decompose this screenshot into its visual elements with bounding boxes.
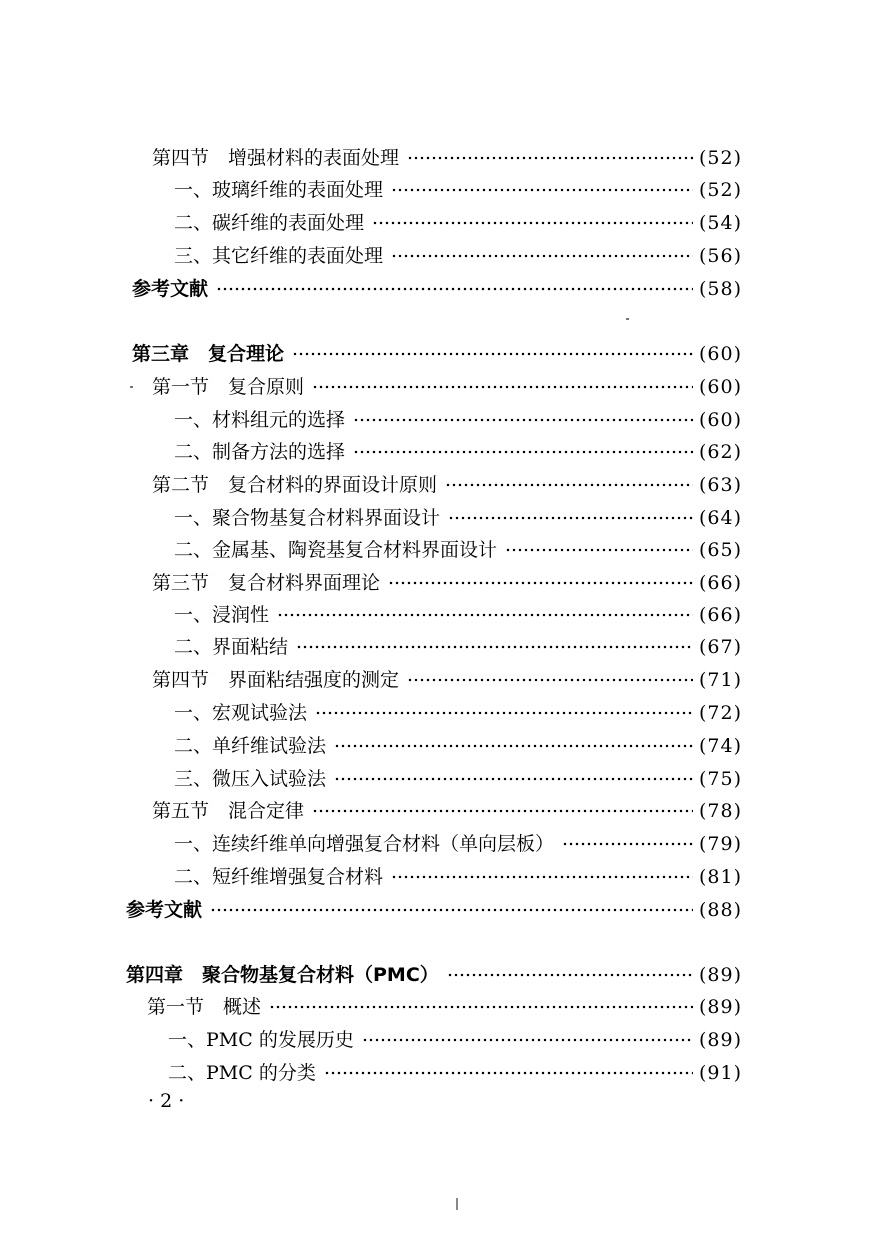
toc-entry-page: (89): [698, 1029, 742, 1051]
toc-entry: [174, 174, 742, 206]
toc-entry: [174, 436, 742, 468]
toc-entry-title: 一、PMC 的发展历史: [168, 1029, 354, 1051]
toc-entry: [152, 567, 742, 599]
dot-leader: [269, 991, 693, 1023]
dot-leader: [216, 273, 693, 305]
toc-entry-page: (54): [698, 212, 742, 234]
dot-leader: [372, 207, 693, 239]
toc-entry-chapter: [132, 338, 742, 370]
toc-entry-title: 第五节 混合定律: [152, 800, 305, 822]
toc-entry: [174, 828, 742, 860]
toc-entry-title: 二、碳纤维的表面处理: [174, 212, 365, 234]
toc-entry: [174, 534, 742, 566]
toc-entry-page: (66): [698, 604, 742, 626]
toc-entry-page: (74): [698, 735, 742, 757]
toc-entry-page: (52): [698, 147, 742, 169]
toc-entry-page: (72): [698, 702, 742, 724]
scan-mark: [456, 1198, 458, 1210]
dot-leader: [324, 1057, 693, 1089]
toc-entry: [152, 469, 742, 501]
dot-leader: [353, 436, 693, 468]
dot-leader: [296, 631, 693, 663]
toc-entry-page: (58): [698, 278, 742, 300]
toc-entry: [174, 404, 742, 436]
toc-entry: [152, 664, 742, 696]
toc-entry-page: (67): [698, 636, 742, 658]
toc-entry-page: (91): [698, 1062, 742, 1084]
toc-entry: [174, 240, 742, 272]
toc-entry-chapter: [126, 959, 742, 991]
toc-entry-page: (56): [698, 245, 742, 267]
toc-entry-title: 第四节 增强材料的表面处理: [152, 147, 400, 169]
dot-leader: [391, 240, 693, 272]
dot-leader: [448, 502, 693, 534]
toc-entry-title: 二、界面粘结: [174, 636, 289, 658]
toc-entry-page: (79): [698, 833, 742, 855]
toc-entry-page: (60): [698, 376, 742, 398]
toc-entry-title: 一、聚合物基复合材料界面设计: [174, 507, 441, 529]
toc-entry-title: 第三节 复合材料界面理论: [152, 572, 381, 594]
toc-entry-references: [132, 273, 742, 305]
toc-entry-page: (71): [698, 669, 742, 691]
toc-entry-page: (62): [698, 441, 742, 463]
toc-entry: [174, 631, 742, 663]
toc-entry-page: (52): [698, 179, 742, 201]
toc-entry: [174, 599, 742, 631]
toc-entry-title: 参考文献: [126, 899, 203, 921]
dot-leader: [407, 142, 693, 174]
dot-leader: [312, 795, 693, 827]
toc-entry-title: 第三章 复合理论: [132, 343, 285, 365]
dot-leader: [362, 1024, 693, 1056]
toc-entry-page: (66): [698, 572, 742, 594]
toc-entry-title: 二、制备方法的选择: [174, 441, 346, 463]
dot-leader: [315, 697, 693, 729]
toc-entry-title: 第二节 复合材料的界面设计原则: [152, 474, 438, 496]
toc-entry-title: 三、其它纤维的表面处理: [174, 245, 384, 267]
toc-entry-title: 一、材料组元的选择: [174, 409, 346, 431]
scan-speck: [130, 386, 133, 388]
toc-entry-title: 一、浸润性: [174, 604, 270, 626]
dot-leader: [562, 828, 693, 860]
toc-entry-page: (64): [698, 507, 742, 529]
toc-entry-title: 一、连续纤维单向增强复合材料（单向层板）: [174, 833, 555, 855]
toc-entry-page: (88): [698, 899, 742, 921]
toc-entry-title: 第四节 界面粘结强度的测定: [152, 669, 400, 691]
toc-entry-page: (60): [698, 343, 742, 365]
toc-entry-title: 二、单纤维试验法: [174, 735, 327, 757]
toc-entry: [174, 730, 742, 762]
dot-leader: [353, 404, 693, 436]
page-number: · 2 ·: [148, 1090, 185, 1112]
dot-leader: [407, 664, 693, 696]
toc-entry: [174, 861, 742, 893]
toc-entry: [174, 207, 742, 239]
toc-entry: [168, 1024, 742, 1056]
scan-speck: [626, 318, 629, 320]
toc-entry: [168, 1057, 742, 1089]
toc-entry: [147, 991, 742, 1023]
dot-leader: [334, 730, 693, 762]
toc-entry-title: 第一节 概述: [147, 996, 262, 1018]
dot-leader: [292, 338, 693, 370]
toc-entry: [174, 502, 742, 534]
toc-entry-title: 二、金属基、陶瓷基复合材料界面设计: [174, 539, 498, 561]
dot-leader: [334, 763, 693, 795]
dot-leader: [391, 861, 693, 893]
toc-entry: [174, 763, 742, 795]
dot-leader: [388, 567, 693, 599]
toc-entry: [152, 142, 742, 174]
toc-entry-page: (75): [698, 768, 742, 790]
dot-leader: [447, 959, 693, 991]
dot-leader: [391, 174, 693, 206]
toc-entry-page: (78): [698, 800, 742, 822]
toc-entry-title: 第一节 复合原则: [152, 376, 305, 398]
toc-entry-title: 参考文献: [132, 278, 209, 300]
toc-entry-title: 第四章 聚合物基复合材料（PMC）: [126, 964, 439, 986]
dot-leader: [312, 371, 693, 403]
toc-entry: [152, 371, 742, 403]
toc-entry-title: 二、PMC 的分类: [168, 1062, 316, 1084]
toc-entry-title: 一、宏观试验法: [174, 702, 308, 724]
toc-entry: [152, 795, 742, 827]
dot-leader: [505, 534, 693, 566]
dot-leader: [210, 894, 693, 926]
toc-entry-title: 三、微压入试验法: [174, 768, 327, 790]
dot-leader: [445, 469, 693, 501]
toc-entry-page: (63): [698, 474, 742, 496]
toc-entry: [174, 697, 742, 729]
toc-entry-page: (60): [698, 409, 742, 431]
toc-entry-title: 二、短纤维增强复合材料: [174, 866, 384, 888]
toc-entry-page: (65): [698, 539, 742, 561]
dot-leader: [277, 599, 693, 631]
toc-entry-title: 一、玻璃纤维的表面处理: [174, 179, 384, 201]
toc-entry-page: (89): [698, 996, 742, 1018]
toc-entry-page: (89): [698, 964, 742, 986]
toc-entry-page: (81): [698, 866, 742, 888]
toc-entry-references: [126, 894, 742, 926]
